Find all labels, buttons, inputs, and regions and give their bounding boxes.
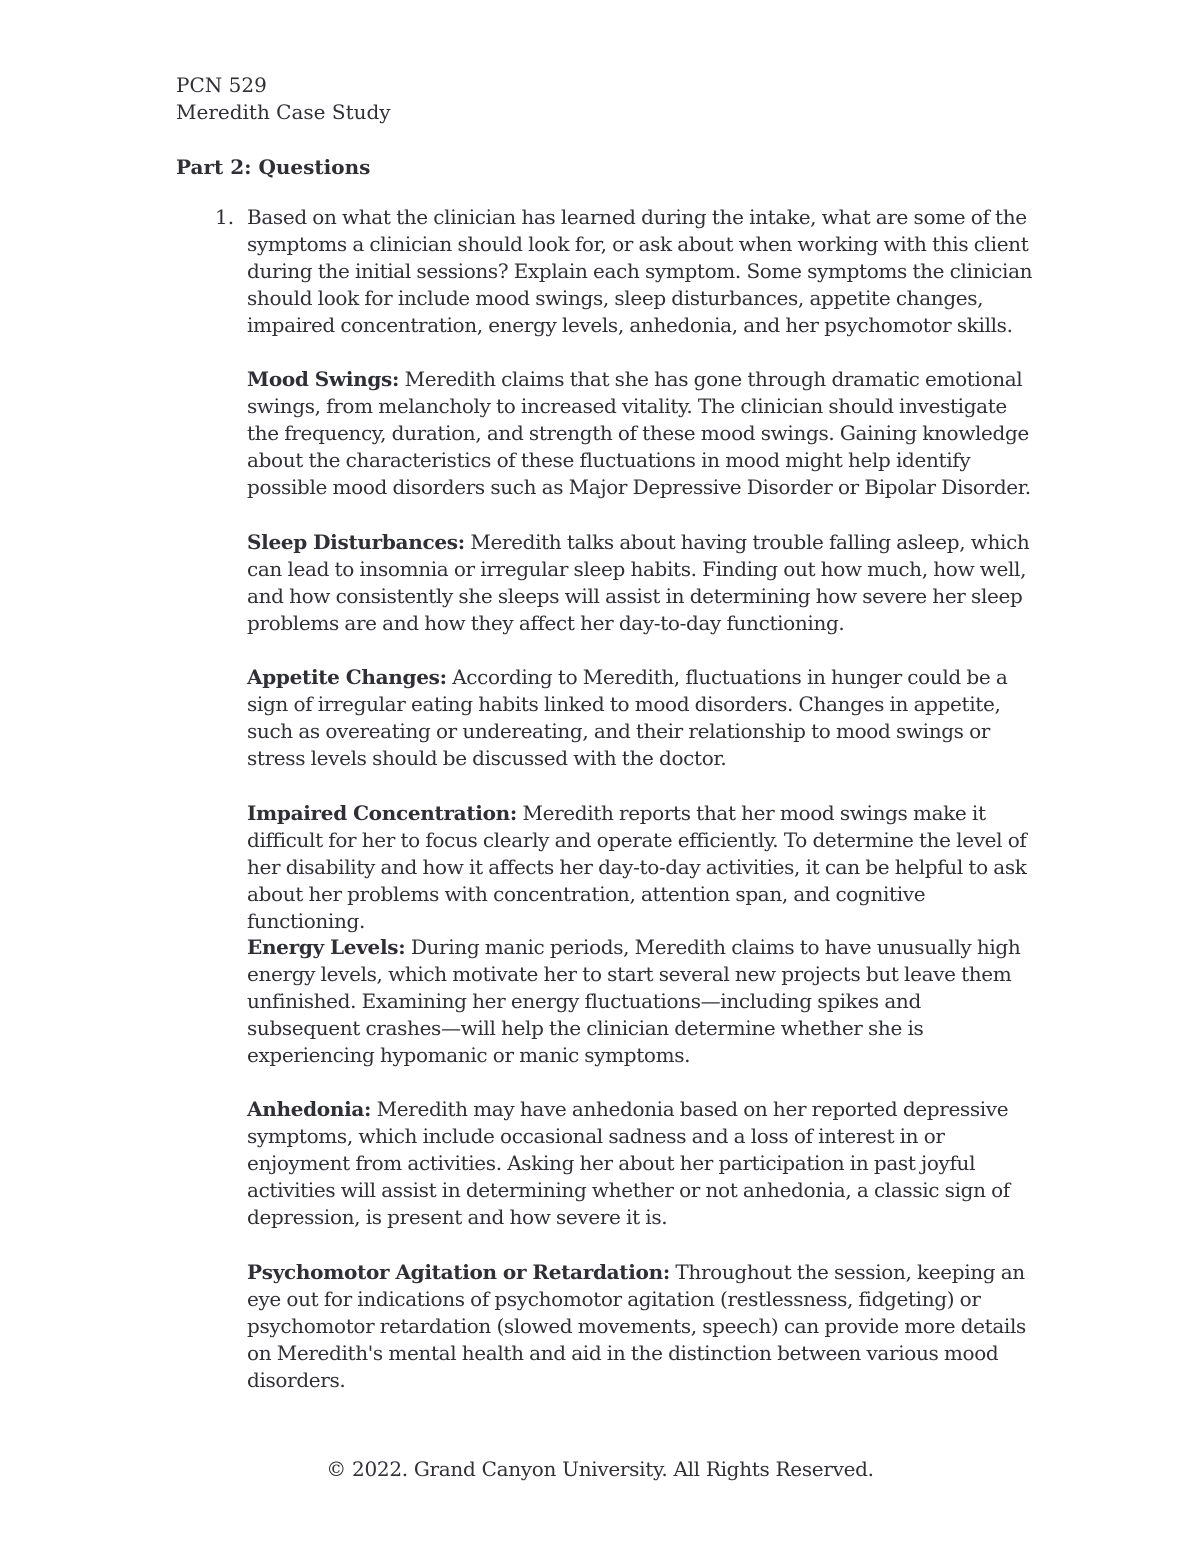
part-title: Part 2: Questions: [176, 155, 371, 179]
symptom-text: Meredith may have anhedonia based on her reported depressive symptoms, which include occasional sadness and a loss of interest in or enjoyment from activities. Asking her about her participation in past joyful activities will assist in determining whether or not anhedonia, a classic sign of depression, is present and how severe it is.: [247, 1097, 1010, 1229]
symptom-label: Impaired Concentration:: [247, 801, 517, 825]
document-title: Meredith Case Study: [176, 100, 391, 124]
symptom-label: Anhedonia:: [247, 1097, 372, 1121]
symptom-label: Psychomotor Agitation or Retardation:: [247, 1260, 670, 1284]
symptom-text: During manic periods, Meredith claims to have unusually high energy levels, which motivate her to start several new projects but leave them unfinished. Examining her energy fluctuations—including spikes and subsequent crashes—will help the clinician determine whether she is experiencing hypomanic or manic symptoms.: [247, 935, 1021, 1067]
symptom-label: Appetite Changes:: [247, 665, 447, 689]
symptom-text: Throughout the session, keeping an eye out for indications of psychomotor agitation (restlessness, fidgeting) or psychomotor retardation (slowed movements, speech) can provide more details on Meredith's mental health and aid in the distinction between various mood disorders.: [247, 1260, 1026, 1392]
symptom-impaired-concentration: [247, 800, 1037, 935]
course-code: PCN 529: [176, 73, 267, 97]
symptom-psychomotor: [247, 1259, 1037, 1394]
symptom-appetite-changes: [247, 664, 1037, 772]
question-text: Based on what the clinician has learned during the intake, what are some of the symptoms a clinician should look for, or ask about when working with this client during the initial sessions? Explain each symptom. Some symptoms the clinician should look for include mood swings, sleep disturbances, appetite changes, impaired concentration, energy levels, anhedonia, and her psychomotor skills.: [247, 205, 1033, 337]
symptom-text: Meredith claims that she has gone through dramatic emotional swings, from melancholy to increased vitality. The clinician should investigate the frequency, duration, and strength of these mood swings. Gaining knowledge about the characteristics of these fluctuations in mood might help identify possible mood disorders such as Major Depressive Disorder or Bipolar Disorder.: [247, 367, 1031, 499]
symptom-mood-swings: [247, 366, 1037, 501]
copyright-footer: © 2022. Grand Canyon University. All Rights Reserved.: [326, 1457, 874, 1481]
symptom-energy-levels: [247, 934, 1037, 1069]
symptom-sleep-disturbances: [247, 529, 1037, 637]
symptom-label: Sleep Disturbances:: [247, 530, 465, 554]
symptom-text: According to Meredith, fluctuations in hunger could be a sign of irregular eating habits linked to mood disorders. Changes in appetite, such as overeating or undereating, and their relationship to mood swings or stress levels should be discussed with the doctor.: [247, 665, 1008, 770]
symptom-anhedonia: [247, 1096, 1037, 1231]
symptom-label: Energy Levels:: [247, 935, 406, 959]
symptom-text: Meredith reports that her mood swings make it difficult for her to focus clearly and operate efficiently. To determine the level of her disability and how it affects her day-to-day activities, it can be helpful to ask about her problems with concentration, attention span, and cognitive functioning.: [247, 801, 1027, 933]
question-number: 1.: [215, 205, 235, 229]
symptom-text: Meredith talks about having trouble falling asleep, which can lead to insomnia or irregular sleep habits. Finding out how much, how well, and how consistently she sleeps will assist in determining how severe her sleep problems are and how they affect her day-to-day functioning.: [247, 530, 1030, 635]
symptom-label: Mood Swings:: [247, 367, 400, 391]
